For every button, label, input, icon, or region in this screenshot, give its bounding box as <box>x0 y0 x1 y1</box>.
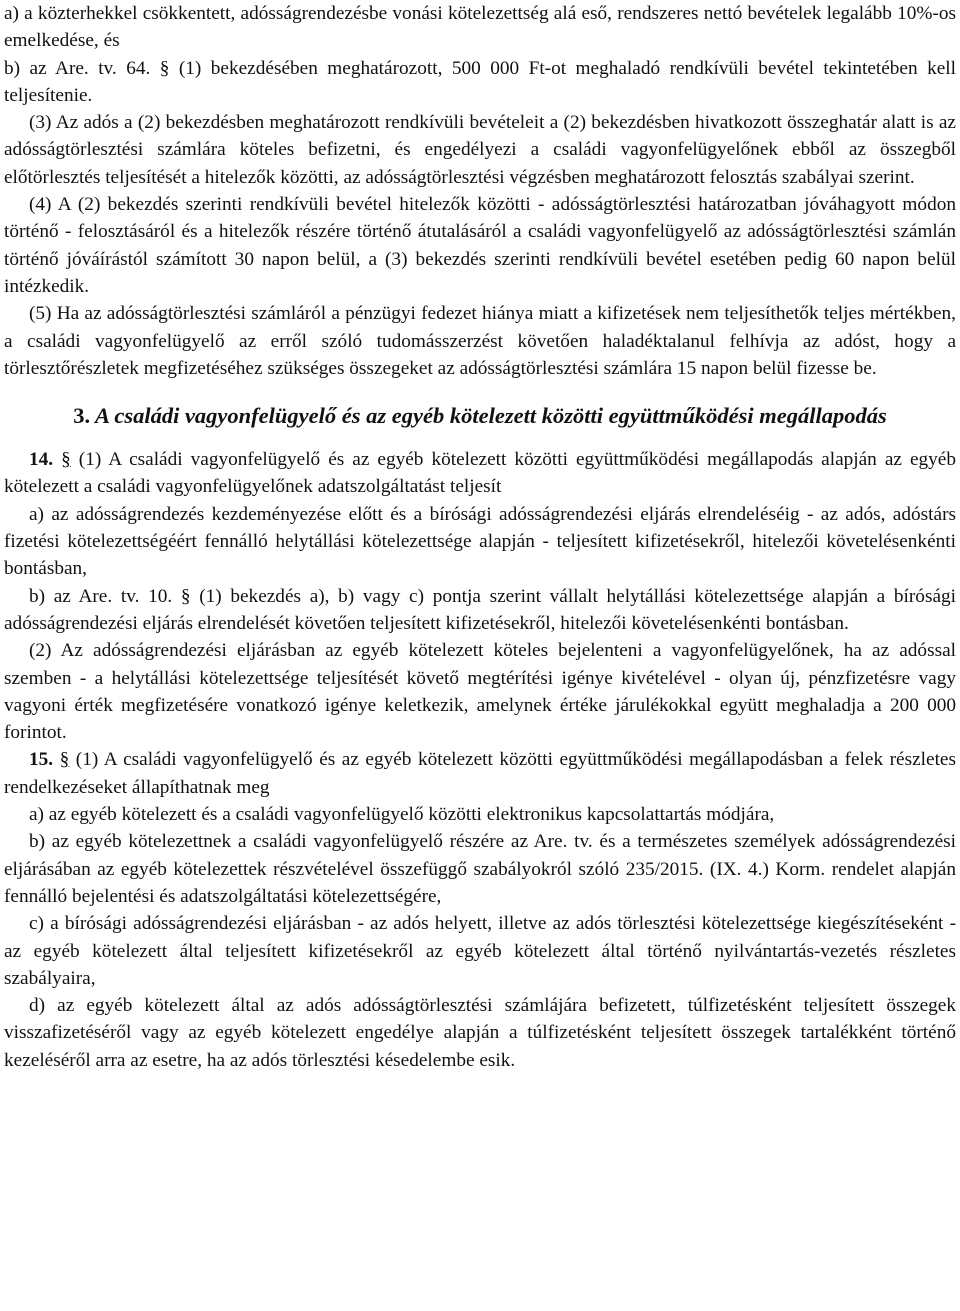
section-15-text: (1) A családi vagyonfelügyelő és az egyéb kötelezett közötti együttműködési megállapodásban a felek részletes rendelkezéseket állapíthatnak meg <box>4 749 956 798</box>
section-15-item-a: a) az egyéb kötelezett és a családi vagyonfelügyelő közötti elektronikus kapcsolattartás módjára, <box>29 804 775 826</box>
chapter-number: 3. <box>73 403 91 429</box>
paragraph-b: b) az Are. tv. 64. § (1) bekezdésében meghatározott, 500 000 Ft-ot meghaladó rendkívüli bevétel tekintetében kell teljesítenie. <box>4 57 956 106</box>
section-15-item-d: d) az egyéb kötelezett által az adós adósságtörlesztési számlájára befizetett, túlfizetésként teljesített összegek visszafizetéséről vagy az egyéb kötelezett engedélye alapján a túlfizetésként teljesített összegek tartalékként történő kezeléséről arra az esetre, ha az adós törlesztési késedelembe esik. <box>4 995 956 1071</box>
chapter-title: A családi vagyonfelügyelő és az egyéb kötelezett közötti együttműködési megállapodás <box>94 403 887 429</box>
section-14-item-a: a) az adósságrendezés kezdeményezése előtt és a bírósági adósságrendezési eljárás elrendeléséig - az adós, adóstárs fizetési kötelezettségéért fennálló helytállási kötelezettsége alapján - teljesített kifizetésekről, hitelezői követelésenkénti bontásban, <box>4 503 956 580</box>
chapter-heading <box>4 400 956 432</box>
section-15-item-c: c) a bírósági adósságrendezési eljárásban - az adós helyett, illetve az adós törlesztési kötelezettsége kiegészítéseként - az egyéb kötelezett által teljesített kifizetésekről az egyéb kötelezett által történő nyilvántartás-vezetés részletes szabályaira, <box>4 913 956 989</box>
section-15-item-b: b) az egyéb kötelezettnek a családi vagyonfelügyelő részére az Are. tv. és a természetes személyek adósságrendezési eljárásában az egyéb kötelezettek részvételével összefüggő szabályokról szóló 235/2015. (IX. 4.) Korm. rendelet alapján fennálló bejelentési és adatszolgáltatási kötelezettségére, <box>4 831 956 907</box>
paragraph-a: a) a közterhekkel csökkentett, adósságrendezésbe vonási kötelezettség alá eső, rendszeres nettó bevételek legalább 10%-os emelkedése, és <box>4 3 956 52</box>
paragraph-5: (5) Ha az adósságtörlesztési számláról a pénzügyi fedezet hiánya miatt a kifizetések nem teljesíthetők teljes mértékben, a családi vagyonfelügyelő az erről szóló tudomásszerzést követően haladéktalanul felhívja az adóst, hogy a törlesztőrészletek megfizetéséhez szükséges összegeket az adósságtörlesztési számlára 15 napon belül fizesse be. <box>4 303 956 379</box>
section-14-intro <box>4 446 956 501</box>
section-15-intro <box>4 746 956 801</box>
section-14-text: (1) A családi vagyonfelügyelő és az egyéb kötelezett közötti együttműködési megállapodás alapján az egyéb kötelezett a családi vagyonfelügyelőnek adatszolgáltatást teljesít <box>4 449 956 498</box>
section-14-item-b: b) az Are. tv. 10. § (1) bekezdés a), b) vagy c) pontja szerint vállalt helytállási kötelezettsége alapján a bírósági adósságrendezési eljárás elrendelését követően teljesített kifizetésekről, hitelezői követelésenkénti bontásban. <box>4 585 956 634</box>
section-sign: § <box>61 449 71 471</box>
section-14-paragraph-2: (2) Az adósságrendezési eljárásban az egyéb kötelezett köteles bejelenteni a vagyonfelügyelőnek, ha az adóssal szemben - a helytállási kötelezettsége teljesítését követő megtérítési igénye kivételével - olyan új, pénzfizetésre vagy vagyoni érték megfizetésére vonatkozó igénye keletkezik, amelynek értéke járulékokkal együtt meghaladja a 200 000 forintot. <box>4 640 956 744</box>
section-sign: § <box>59 749 70 771</box>
section-15-number: 15. <box>29 749 54 771</box>
paragraph-3: (3) Az adós a (2) bekezdésben meghatározott rendkívüli bevételeit a (2) bekezdésben hivatkozott összeghatár alatt is az adósságtörlesztési számlára köteles befizetni, és engedélyezi a családi vagyonfelügyelőnek ebből az összegből előtörlesztés teljesítését a hitelezők közötti, az adósságtörlesztési végzésben meghatározott felosztás szabályai szerint. <box>4 112 956 188</box>
document-body <box>4 0 956 1074</box>
section-14-number: 14. <box>29 449 54 471</box>
paragraph-4: (4) A (2) bekezdés szerinti rendkívüli bevétel hitelezők közötti - adósságtörlesztési határozatban jóváhagyott módon történő - felosztásáról és a hitelezők részére történő átutalásáról a családi vagyonfelügyelő az adósságtörlesztési számlán történő jóváírástól számított 30 napon belül, a (3) bekezdés szerinti rendkívüli bevétel esetében pedig 60 napon belül intézkedik. <box>4 194 956 297</box>
